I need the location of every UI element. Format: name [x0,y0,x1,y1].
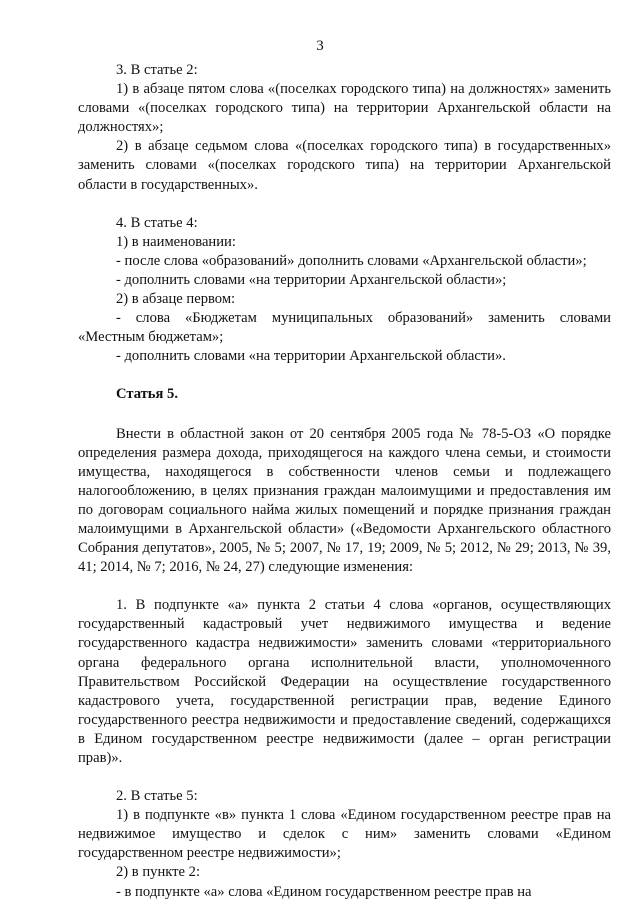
paragraph: 1) в наименовании: [116,233,236,250]
paragraph: 2. В статье 5: [116,788,198,805]
page-number: 3 [316,38,324,54]
paragraph: - после слова «образований» дополнить словами «Архангельской области»; [116,252,587,269]
paragraph: 1) в абзаце пятом слова «(поселках городского типа) на должностях» заменить словами «(поселках городского типа) на территории Архангельской области на должностях»; [78,81,611,136]
paragraph: - дополнить словами «на территории Архангельской области». [116,348,506,365]
paragraph: 1) в подпункте «в» пункта 1 слова «Едином государственном реестре прав на недвижимое имущество и сделок с ним» заменить словами «Едином государственном реестре недвижимости»; [78,807,611,862]
paragraph: - дополнить словами «на территории Архангельской области»; [116,271,507,288]
paragraph: 2) в абзаце первом: [116,291,236,308]
article-heading: Статья 5. [116,386,178,403]
paragraph-gap [78,768,611,787]
paragraph: - в подпункте «а» слова «Едином государственном реестре прав на [116,883,532,900]
paragraph-gap [78,577,611,596]
paragraph-gap [78,366,611,385]
paragraph: 2) в пункте 2: [116,864,201,881]
paragraph: 2) в абзаце седьмом слова «(поселках городского типа) в государственных» заменить словами «(поселках городского типа) на территории Архангельской области в государственных». [78,138,611,193]
paragraph: 3. В статье 2: [116,62,198,78]
paragraph: - слова «Бюджетам муниципальных образований» заменить словами «Местным бюджетам»; [78,310,611,346]
paragraph: Внести в областной закон от 20 сентября 2005 года № 78-5-ОЗ «О порядке определения размера дохода, приходящегося на каждого члена семьи, и стоимости имущества, находящегося в собственности членов семьи и подлежащего налогообложению, в целях признания граждан малоимущими и предоставления им по договорам социального найма жилых помещений и порядке признания граждан малоимущими в Архангельской области» («Ведомости Архангельского областного Собрания депутатов», 2005, № 5; 2007, № 17, 19; 2009, № 5; 2012, № 29; 2013, № 39, 41; 2014, № 7; 2016, № 24, 27) следующие изменения: [78,425,611,576]
paragraph-gap [78,195,611,214]
paragraph-gap [78,406,611,425]
paragraph: 4. В статье 4: [116,214,198,231]
document-body [78,61,611,902]
paragraph: 1. В подпункте «а» пункта 2 статьи 4 слова «органов, осуществляющих государственный кадастровый учет недвижимого имущества и ведение государственного кадастра недвижимости» заменить словами «территориального органа федерального органа исполнительной власти, уполномоченного Правительством Российской Федерации на осуществление государственного кадастрового учета, государственной регистрации прав, ведение Единого государственного реестра недвижимости и предоставление сведений, содержащихся в Едином государственном реестре недвижимости (далее – орган регистрации прав)». [78,597,611,766]
